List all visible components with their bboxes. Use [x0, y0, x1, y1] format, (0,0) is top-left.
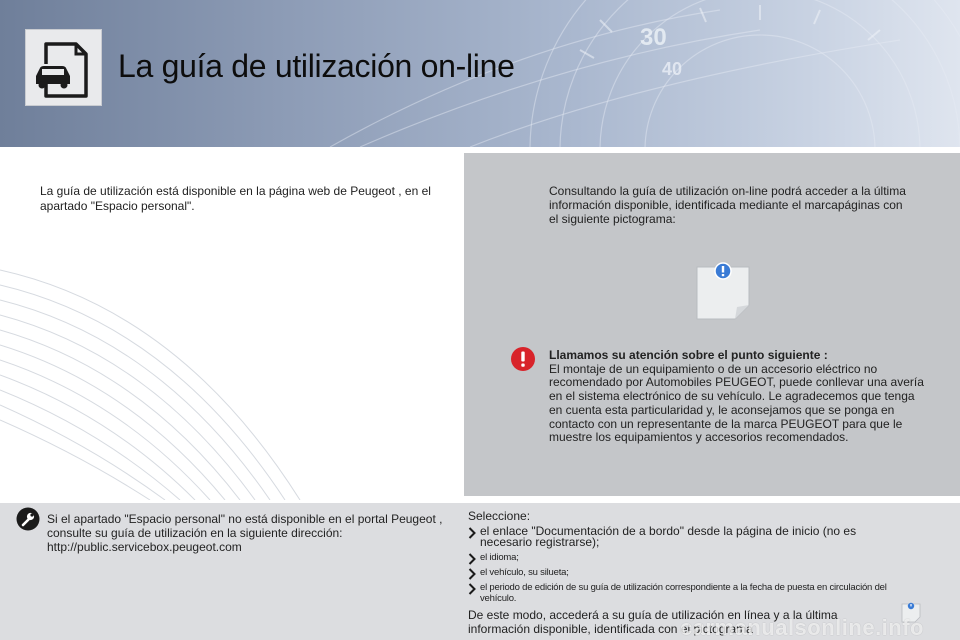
step-text: el enlace "Documentación de a bordo" desde la página de inicio (no es necesario registrarse); — [480, 524, 857, 549]
page-title: La guía de utilización on-line — [118, 48, 515, 84]
chevron-right-icon — [468, 568, 476, 580]
step-text: el idioma; — [480, 552, 519, 563]
closing-text: De este modo, accederá a su guía de utilización en línea y a la última información disponible, identificada con el pictograma — [468, 608, 838, 636]
step-text: el periodo de edición de su guía de utilización correspondiente a la fecha de puesta en circulación del vehículo. — [480, 582, 887, 604]
step-text: el vehículo, su silueta; — [480, 567, 569, 578]
chevron-right-icon — [468, 583, 476, 595]
watermark: carmanualsonline.info — [680, 615, 924, 640]
tip-text: Si el apartado "Espacio personal" no está disponible en el portal Peugeot , consulte su guía de utilización en la siguiente dirección: http://public.servicebox.peugeot.com — [47, 512, 443, 554]
right-intro-text: Consultando la guía de utilización on-line podrá acceder a la última información disponible, identificada mediante el marcapáginas con el siguiente pictograma: — [549, 184, 906, 226]
warning-title: Llamamos su atención sobre el punto siguiente : — [549, 348, 828, 362]
curved-lines-decoration — [0, 250, 460, 500]
step-item — [468, 567, 908, 578]
left-intro-text: La guía de utilización está disponible en la página web de Peugeot , en el apartado "Espacio personal". — [40, 184, 431, 213]
header-banner — [0, 0, 960, 147]
speed-label-40: 40 — [662, 59, 683, 79]
chevron-right-icon — [468, 527, 476, 539]
wrench-circle-icon — [16, 507, 40, 531]
chevron-right-icon — [468, 553, 476, 565]
car-document-icon — [25, 29, 102, 106]
select-title: Seleccione: — [468, 509, 531, 523]
warning-body: El montaje de un equipamiento o de un accesorio eléctrico no recomendado por Automobiles PEUGEOT, puede conllevar una avería en el sistema electrónico de su vehículo. Le agradecemos que tenga en cuenta esta particularidad y, le aconsejamos que se ponga en contacto con un representante de la marca PEUGEOT para que le muestre los equipamientos y accesorios recomendados. — [549, 361, 924, 445]
step-item — [468, 526, 908, 548]
step-item — [468, 582, 908, 604]
bookmark-warning-icon — [693, 261, 753, 321]
speed-label-30: 30 — [640, 24, 667, 51]
warning-notice — [549, 349, 924, 445]
step-item — [468, 552, 908, 563]
step-list — [468, 526, 908, 604]
exclamation-circle-icon — [510, 346, 536, 372]
